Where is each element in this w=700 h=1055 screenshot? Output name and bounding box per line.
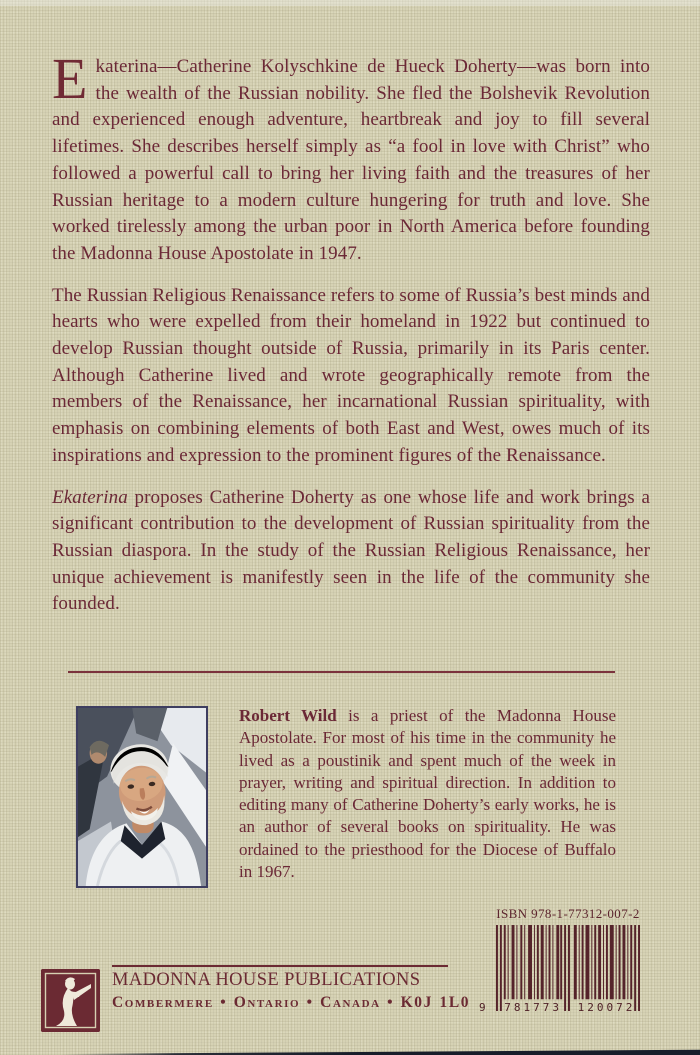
barcode-digits: 9 781773 120072 (479, 1001, 636, 1014)
synopsis-paragraph-2: The Russian Religious Renaissance refers to some of Russia’s best minds and hearts who were expelled from their homeland in 1922 but continued to develop Russian thought outside of Russia, primarily in its Paris center. Although Catherine lived and wrote geographically remote from the members of the Renaissance, her incarnational Russian spirituality, with emphasis on combining elements of both East and West, owes much of its inspirations and expression to the prominent figures of the Renaissance. (52, 284, 650, 466)
drop-cap: E (52, 46, 88, 111)
paragraph-1-text: katerina—Catherine Kolyschkine de Hueck Doherty—was born into the wealth of the Russian nobility. She fled the Bolshevik Revolution and experienced enough adventure, heartbreak and joy to fill several lifetimes. She describes herself simply as “a fool in love with Christ” who followed a powerful call to bring her living faith and the treasures of her Russian heritage to a modern culture hungering for truth and love. She worked tirelessly among the urban poor in North America before founding the Madonna House Apostolate in 1947. (52, 56, 650, 264)
author-photo-image (78, 708, 206, 886)
isbn-label: ISBN 978-1-77312-007-2 (496, 906, 640, 921)
barcode-bars-image (496, 925, 640, 1011)
synopsis-section (52, 46, 650, 633)
author-photo (76, 706, 208, 888)
synopsis-paragraph-3 (52, 485, 650, 619)
publisher-address: Combermere • Ontario • Canada • K0J 1L0 (112, 994, 471, 1011)
madonna-figure-icon (41, 969, 100, 1032)
divider-rule (68, 671, 615, 673)
barcode (479, 925, 640, 1014)
book-title-italic: Ekaterina (52, 486, 128, 508)
publisher-section (112, 965, 471, 1012)
publisher-rule (112, 965, 448, 967)
publisher-logo (41, 969, 100, 1032)
author-name: Robert Wild (239, 706, 337, 725)
publisher-name: MADONNA HOUSE PUBLICATIONS (112, 970, 421, 990)
bottom-edge-shadow (60, 1048, 700, 1055)
author-bio (239, 705, 616, 883)
synopsis-paragraph-1 (52, 46, 650, 268)
author-bio-text: is a priest of the Madonna House Apostolate. For most of his time in the community he lived as a poustinik and spent much of the week in prayer, writing and spiritual direction. In addition to editing many of Catherine Doherty’s early works, he is an author of several books on spirituality. He was ordained to the priesthood for the Diocese of Buffalo in 1967. (239, 706, 616, 882)
paragraph-3-text: proposes Catherine Doherty as one whose life and work brings a significant contribution to the development of Russian spirituality from the Russian diaspora. In the study of the Russian Religious Renaissance, her unique achievement is manifestly seen in the life of the community she founded. (52, 486, 650, 615)
isbn-section (478, 906, 658, 1014)
